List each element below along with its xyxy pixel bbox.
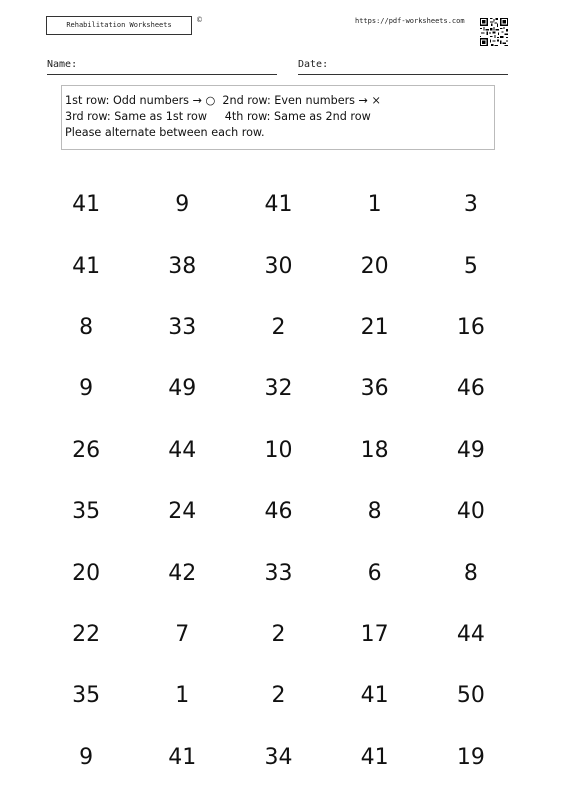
copyright-symbol: © <box>196 16 203 24</box>
grid-row-7 <box>38 542 519 603</box>
number-cell[interactable]: 3 <box>463 192 478 218</box>
number-cell[interactable]: 9 <box>175 192 190 218</box>
number-cell[interactable]: 24 <box>168 499 197 525</box>
number-cell[interactable]: 10 <box>264 437 293 463</box>
number-cell[interactable]: 41 <box>360 683 389 709</box>
number-cell[interactable]: 8 <box>367 499 382 525</box>
number-cell[interactable]: 6 <box>367 560 382 586</box>
worksheet-title: Rehabilitation Worksheets <box>46 16 192 35</box>
number-grid <box>38 174 519 788</box>
number-cell[interactable]: 32 <box>264 376 293 402</box>
number-cell[interactable]: 46 <box>456 376 485 402</box>
number-cell[interactable]: 30 <box>264 253 293 279</box>
grid-row-1 <box>38 174 519 235</box>
number-cell[interactable]: 41 <box>72 192 101 218</box>
number-cell[interactable]: 41 <box>264 192 293 218</box>
number-cell[interactable]: 49 <box>456 437 485 463</box>
instruction-line-2: 3rd row: Same as 1st row 4th row: Same as 2nd row <box>65 110 371 123</box>
number-cell[interactable]: 2 <box>271 683 286 709</box>
grid-row-4 <box>38 358 519 419</box>
date-field[interactable] <box>298 57 508 75</box>
site-url: https://pdf-worksheets.com <box>355 17 465 25</box>
grid-row-10 <box>38 727 519 788</box>
number-cell[interactable]: 17 <box>360 621 389 647</box>
number-cell[interactable]: 20 <box>72 560 101 586</box>
number-cell[interactable]: 9 <box>79 744 94 770</box>
number-cell[interactable]: 19 <box>456 744 485 770</box>
number-cell[interactable]: 18 <box>360 437 389 463</box>
grid-row-3 <box>38 297 519 358</box>
name-field[interactable] <box>47 57 277 75</box>
instructions-box <box>61 85 495 150</box>
number-cell[interactable]: 1 <box>175 683 190 709</box>
number-cell[interactable]: 9 <box>79 376 94 402</box>
grid-row-8 <box>38 604 519 665</box>
number-cell[interactable]: 41 <box>72 253 101 279</box>
number-cell[interactable]: 38 <box>168 253 197 279</box>
number-cell[interactable]: 2 <box>271 621 286 647</box>
number-cell[interactable]: 40 <box>456 499 485 525</box>
grid-row-9 <box>38 665 519 726</box>
number-cell[interactable]: 42 <box>168 560 197 586</box>
qr-code-icon <box>480 18 508 46</box>
date-label: Date: <box>298 59 329 70</box>
number-cell[interactable]: 1 <box>367 192 382 218</box>
number-cell[interactable]: 36 <box>360 376 389 402</box>
number-cell[interactable]: 33 <box>264 560 293 586</box>
number-cell[interactable]: 16 <box>456 314 485 340</box>
number-cell[interactable]: 46 <box>264 499 293 525</box>
number-cell[interactable]: 5 <box>463 253 478 279</box>
instruction-line-1: 1st row: Odd numbers → ○ 2nd row: Even numbers → × <box>65 94 381 107</box>
number-cell[interactable]: 35 <box>72 683 101 709</box>
number-cell[interactable]: 21 <box>360 314 389 340</box>
number-cell[interactable]: 8 <box>463 560 478 586</box>
number-cell[interactable]: 50 <box>456 683 485 709</box>
number-cell[interactable]: 34 <box>264 744 293 770</box>
number-cell[interactable]: 22 <box>72 621 101 647</box>
number-cell[interactable]: 7 <box>175 621 190 647</box>
instruction-line-3: Please alternate between each row. <box>65 126 265 139</box>
number-cell[interactable]: 2 <box>271 314 286 340</box>
number-cell[interactable]: 35 <box>72 499 101 525</box>
number-cell[interactable]: 26 <box>72 437 101 463</box>
grid-row-5 <box>38 420 519 481</box>
number-cell[interactable]: 33 <box>168 314 197 340</box>
number-cell[interactable]: 44 <box>168 437 197 463</box>
number-cell[interactable]: 41 <box>168 744 197 770</box>
number-cell[interactable]: 44 <box>456 621 485 647</box>
number-cell[interactable]: 8 <box>79 314 94 340</box>
name-label: Name: <box>47 59 78 70</box>
grid-row-2 <box>38 235 519 296</box>
number-cell[interactable]: 49 <box>168 376 197 402</box>
number-cell[interactable]: 41 <box>360 744 389 770</box>
grid-row-6 <box>38 481 519 542</box>
number-cell[interactable]: 20 <box>360 253 389 279</box>
